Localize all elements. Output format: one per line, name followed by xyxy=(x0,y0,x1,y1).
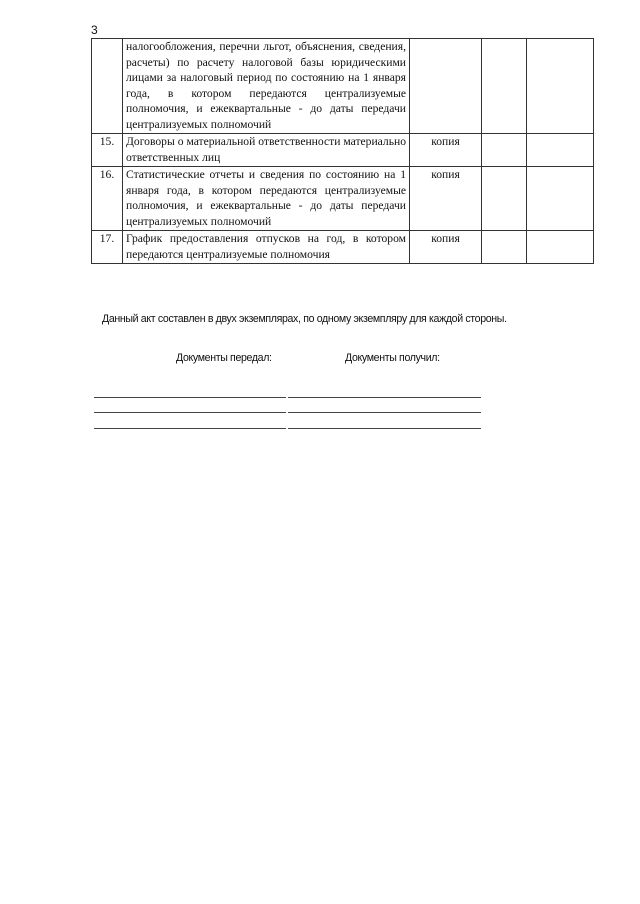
table-row xyxy=(92,39,594,134)
signature-line-transferred xyxy=(94,412,286,413)
signature-line-received xyxy=(288,412,481,413)
row-number xyxy=(92,39,123,134)
row-empty-cell xyxy=(527,167,594,231)
row-empty-cell xyxy=(527,231,594,264)
table-row xyxy=(92,167,594,231)
row-document-type: копия xyxy=(410,231,482,264)
row-empty-cell xyxy=(482,134,527,167)
row-description: налогообложения, перечни льгот, объяснения, сведения, расчеты) по расчету налоговой базы юридическими лицами за налоговый период по состоянию на 1 января года, в котором передаются централизуемые полномочия, и ежеквартальные - до даты передачи централизуемых полномочий xyxy=(123,39,410,134)
signature-line-transferred xyxy=(94,397,286,398)
row-empty-cell xyxy=(482,39,527,134)
signature-line-received xyxy=(288,428,481,429)
row-document-type xyxy=(410,39,482,134)
row-description: Договоры о материальной ответственности материально ответственных лиц xyxy=(123,134,410,167)
row-document-type: копия xyxy=(410,167,482,231)
row-number: 17. xyxy=(92,231,123,264)
row-number: 16. xyxy=(92,167,123,231)
act-copies-note: Данный акт составлен в двух экземплярах, по одному экземпляру для каждой стороны. xyxy=(102,313,507,325)
row-empty-cell xyxy=(482,231,527,264)
row-number: 15. xyxy=(92,134,123,167)
row-description: Статистические отчеты и сведения по состоянию на 1 января года, в котором передаются централизуемые полномочия, и ежеквартальные - до даты передачи централизуемых полномочий xyxy=(123,167,410,231)
row-description: График предоставления отпусков на год, в котором передаются централизуемые полномочия xyxy=(123,231,410,264)
row-empty-cell xyxy=(527,39,594,134)
row-empty-cell xyxy=(527,134,594,167)
row-empty-cell xyxy=(482,167,527,231)
table-row xyxy=(92,134,594,167)
table-row xyxy=(92,231,594,264)
signature-line-received xyxy=(288,397,481,398)
documents-table xyxy=(91,38,594,264)
documents-received-label: Документы получил: xyxy=(345,352,440,364)
page-number: 3 xyxy=(91,23,98,37)
documents-transferred-label: Документы передал: xyxy=(176,352,272,364)
row-document-type: копия xyxy=(410,134,482,167)
signature-line-transferred xyxy=(94,428,286,429)
